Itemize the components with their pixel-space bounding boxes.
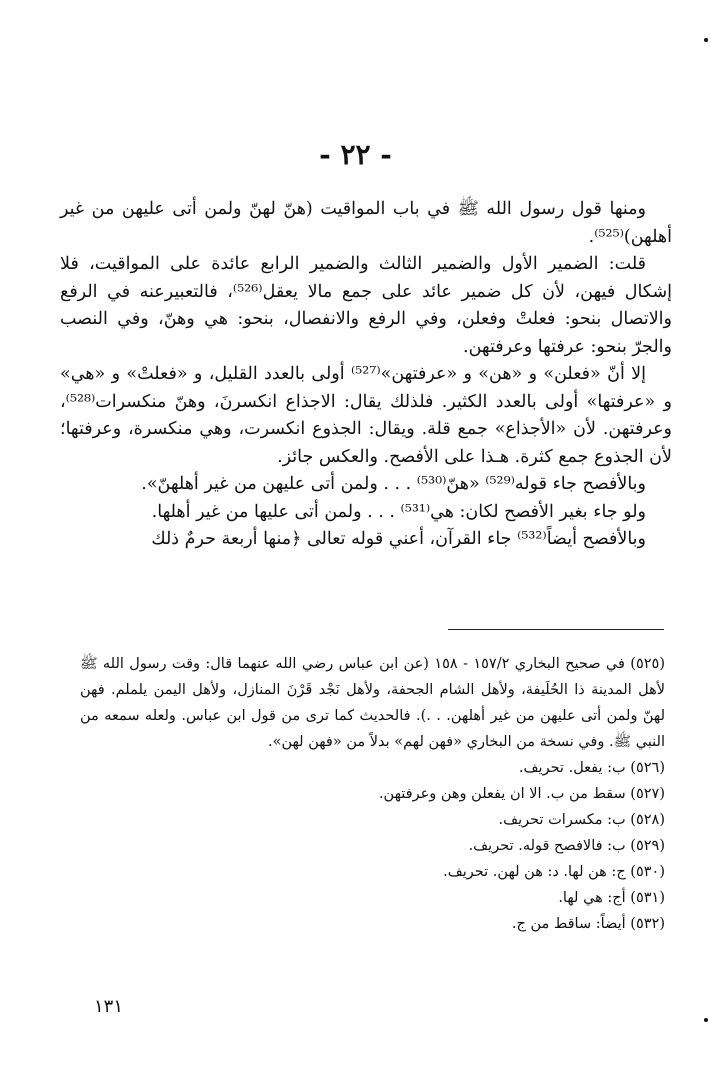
footnote-529: (٥٢٩) ب: فالافصح قوله. تحريف.	[468, 838, 665, 854]
footnotes	[80, 651, 665, 937]
paragraph-1: ومنها قول رسول الله ﷺ في باب المواقيت (هنّ لهنّ ولمن أتى عليهن من غير أهلهن)⁽⁵²⁵⁾.	[60, 199, 672, 247]
footnote-528: (٥٢٨) ب: مكسرات تحريف.	[498, 812, 665, 828]
page-number-top: - ٢٢ -	[319, 138, 392, 171]
footnote-526: (٥٢٦) ب: يفعل. تحريف.	[518, 760, 665, 776]
paragraph-6: وبالأفصح أيضاً⁽⁵³²⁾ جاء القرآن، أعني قوله تعالى ﴿منها أربعة حرمٌ ذلك	[151, 529, 646, 549]
paragraph-5: ولو جاء بغير الأفصح لكان: هي⁽⁵³¹⁾ . . . ولمن أتى عليها من غير أهلها.	[151, 501, 646, 522]
footnote-532: (٥٣٢) أيضاً: ساقط من ج.	[511, 916, 665, 932]
footnote-525: (٥٢٥) في صحيح البخاري ١٥٧/٢ - ١٥٨ (عن ابن عباس رضي الله عنهما قال: وقت رسول الله ﷺ لأهل المدينة ذا الحُلَيفة، ولأهل الشام الجحفة، ولأهل نَجْد قَرْنَ المنازل، ولأهل اليمن يلملم. فهن لهنّ ولمن أتى عليهن من غير أهلهن. . .). فالحديث كما ترى من قول ابن عباس. ولعله سمعه من النبي ﷺ. وفي نسخة من البخاري «فهن لهم» بدلاً من «فهن لهن».	[80, 656, 665, 750]
footnote-divider	[448, 629, 664, 630]
footnote-527: (٥٢٧) سقط من ب. الا ان يفعلن وهن وعرفتهن.	[378, 786, 665, 802]
page-number-bottom: ١٣١	[94, 996, 124, 1017]
footnote-531: (٥٣١) أج: هي لها.	[558, 890, 665, 906]
paragraph-2: قلت: الضمير الأول والضمير الثالث والضمير الرابع عائدة على المواقيت، فلا إشكال فيهن، لأن كل ضمير عائد على جمع مالا يعقل⁽⁵²⁶⁾، فالتعبيرعنه في الرفع والاتصال بنحو: فعلتْ وفعلن، وفي الرفع والانفصال، بنحو: هي وهنّ، وفي النصب والجرّ بنحو: عرفتها وعرفتهن.	[60, 254, 672, 357]
main-text	[60, 196, 672, 554]
footnote-530: (٥٣٠) ج: هن لها. د: هن لهن. تحريف.	[443, 864, 665, 880]
paragraph-3: إلا أنّ «فعلن» و «هن» و «عرفتهن»⁽⁵²⁷⁾ أولى بالعدد القليل، و «فعلتْ» و «هي» و «عرفتها» أولى بالعدد الكثير. فلذلك يقال: الاجذاع انكسرنَ، وهنّ منكسرات⁽⁵²⁸⁾، وعرفتهن. لأن «الأجذاع» جمع قلة. ويقال: الجذوع انكسرت، وهي منكسرة، وعرفتها؛ لأن الجذوع جمع كثرة. هـذا على الأفصح. والعكس جائز.	[60, 364, 672, 467]
scan-edge-mark	[704, 1018, 708, 1022]
scan-edge-mark	[704, 38, 708, 42]
paragraph-4: وبالأفصح جاء قوله⁽⁵²⁹⁾ «هنّ⁽⁵³⁰⁾ . . . ولمن أتى عليهن من غير أهلهنّ».	[141, 474, 646, 494]
